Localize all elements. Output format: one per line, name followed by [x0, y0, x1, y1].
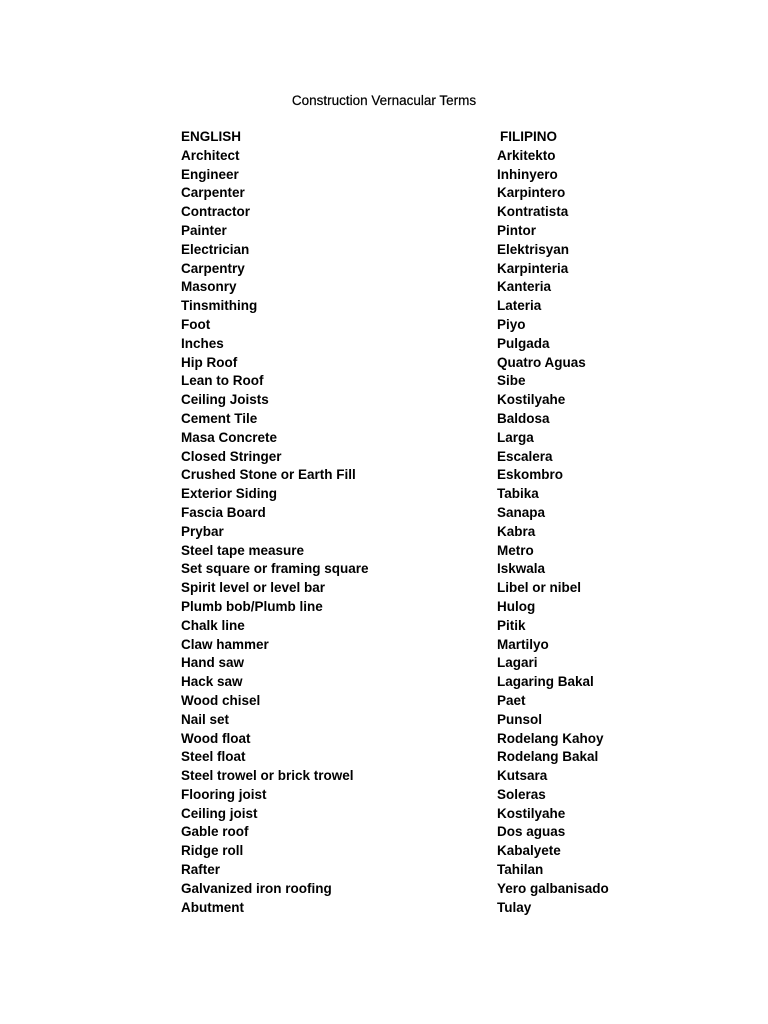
table-row	[181, 748, 601, 767]
term-filipino: Hulog	[497, 598, 536, 614]
term-filipino: Tabika	[497, 486, 539, 502]
term-english: Fascia Board	[181, 504, 266, 520]
table-row	[181, 692, 601, 711]
term-english: Steel trowel or brick trowel	[181, 768, 354, 784]
table-row	[181, 805, 601, 824]
term-filipino: Kontratista	[497, 204, 569, 220]
term-english: Ridge roll	[181, 843, 244, 859]
term-english: Hand saw	[181, 655, 245, 671]
term-filipino: Metro	[497, 542, 534, 558]
term-filipino: Larga	[497, 429, 534, 445]
term-english: Steel tape measure	[181, 542, 305, 558]
table-row	[181, 504, 601, 523]
term-filipino: Punsol	[497, 711, 543, 727]
table-row	[181, 786, 601, 805]
header-english: ENGLISH	[181, 129, 242, 144]
table-row	[181, 636, 601, 655]
header-filipino: FILIPINO	[500, 129, 557, 144]
term-filipino: Rodelang Kahoy	[497, 730, 604, 746]
term-filipino: Lagari	[497, 655, 538, 671]
term-english: Spirit level or level bar	[181, 580, 326, 596]
table-row	[181, 335, 601, 354]
table-row	[181, 654, 601, 673]
table-header-row	[181, 128, 601, 147]
term-english: Set square or framing square	[181, 561, 369, 577]
table-row	[181, 560, 601, 579]
term-english: Tinsmithing	[181, 298, 258, 314]
term-filipino: Soleras	[497, 786, 546, 802]
term-filipino: Sibe	[497, 373, 526, 389]
term-filipino: Lagaring Bakal	[497, 674, 594, 690]
term-english: Plumb bob/Plumb line	[181, 598, 323, 614]
term-english: Nail set	[181, 711, 230, 727]
table-row	[181, 673, 601, 692]
term-english: Prybar	[181, 523, 224, 539]
table-row	[181, 354, 601, 373]
term-filipino: Martilyo	[497, 636, 549, 652]
term-filipino: Eskombro	[497, 467, 564, 483]
term-filipino: Baldosa	[497, 410, 550, 426]
term-english: Gable roof	[181, 824, 249, 840]
term-english: Crushed Stone or Earth Fill	[181, 467, 356, 483]
table-row	[181, 391, 601, 410]
term-filipino: Escalera	[497, 448, 553, 464]
table-row	[181, 222, 601, 241]
table-row	[181, 598, 601, 617]
term-filipino: Quatro Aguas	[497, 354, 586, 370]
table-row	[181, 861, 601, 880]
term-english: Closed Stringer	[181, 448, 282, 464]
terms-rows	[181, 147, 609, 918]
table-row	[181, 429, 601, 448]
table-row	[181, 466, 601, 485]
term-filipino: Dos aguas	[497, 824, 566, 840]
term-filipino: Piyo	[497, 316, 526, 332]
term-filipino: Libel or nibel	[497, 580, 582, 596]
table-row	[181, 842, 601, 861]
term-english: Architect	[181, 147, 240, 163]
term-english: Exterior Siding	[181, 486, 278, 502]
term-filipino: Yero galbanisado	[497, 880, 609, 896]
term-english: Chalk line	[181, 617, 245, 633]
term-english: Abutment	[181, 899, 244, 915]
term-english: Hip Roof	[181, 354, 238, 370]
term-filipino: Tulay	[497, 899, 532, 915]
term-english: Ceiling joist	[181, 805, 258, 821]
table-row	[181, 880, 609, 899]
table-row	[181, 316, 601, 335]
term-filipino: Kutsara	[497, 768, 548, 784]
table-row	[181, 542, 601, 561]
table-row	[181, 184, 601, 203]
term-filipino: Tahilan	[497, 862, 544, 878]
table-row	[181, 767, 601, 786]
term-english: Steel float	[181, 749, 246, 765]
term-filipino: Rodelang Bakal	[497, 749, 599, 765]
term-filipino: Lateria	[497, 298, 542, 314]
term-english: Lean to Roof	[181, 373, 264, 389]
term-filipino: Sanapa	[497, 504, 546, 520]
table-row	[181, 899, 601, 918]
document-title: Construction Vernacular Terms	[291, 93, 477, 108]
term-filipino: Pulgada	[497, 335, 550, 351]
table-row	[181, 260, 601, 279]
table-row	[181, 278, 601, 297]
term-english: Masa Concrete	[181, 429, 278, 445]
table-row	[181, 485, 601, 504]
table-row	[181, 617, 601, 636]
table-row	[181, 147, 601, 166]
term-english: Cement Tile	[181, 410, 258, 426]
table-row	[181, 448, 601, 467]
term-english: Masonry	[181, 279, 237, 295]
term-english: Wood chisel	[181, 692, 261, 708]
term-filipino: Inhinyero	[497, 166, 558, 182]
term-english: Carpentry	[181, 260, 245, 276]
term-english: Foot	[181, 316, 211, 332]
term-filipino: Karpintero	[497, 185, 566, 201]
term-filipino: Elektrisyan	[497, 241, 570, 257]
term-english: Engineer	[181, 166, 239, 182]
term-filipino: Pintor	[497, 222, 536, 238]
term-filipino: Kostilyahe	[497, 805, 566, 821]
term-english: Galvanized iron roofing	[181, 880, 332, 896]
table-row	[181, 579, 601, 598]
term-filipino: Kabra	[497, 523, 536, 539]
term-english: Carpenter	[181, 185, 245, 201]
term-english: Hack saw	[181, 674, 243, 690]
terms-table	[181, 128, 609, 917]
term-english: Flooring joist	[181, 786, 267, 802]
table-row	[181, 203, 601, 222]
table-row	[181, 523, 601, 542]
table-row	[181, 241, 601, 260]
term-filipino: Iskwala	[497, 561, 546, 577]
table-row	[181, 823, 601, 842]
term-filipino: Kostilyahe	[497, 392, 566, 408]
term-english: Inches	[181, 335, 224, 351]
term-english: Ceiling Joists	[181, 392, 269, 408]
term-english: Rafter	[181, 862, 221, 878]
table-row	[181, 166, 601, 185]
term-filipino: Kabalyete	[497, 843, 561, 859]
table-row	[181, 730, 604, 749]
term-filipino: Paet	[497, 692, 526, 708]
term-english: Claw hammer	[181, 636, 269, 652]
term-filipino: Karpinteria	[497, 260, 569, 276]
table-row	[181, 410, 601, 429]
term-filipino: Pitik	[497, 617, 526, 633]
table-row	[181, 297, 601, 316]
table-row	[181, 372, 601, 391]
term-english: Contractor	[181, 204, 251, 220]
term-english: Wood float	[181, 730, 251, 746]
term-english: Electrician	[181, 241, 250, 257]
table-row	[181, 711, 601, 730]
term-filipino: Kanteria	[497, 279, 552, 295]
term-filipino: Arkitekto	[497, 147, 556, 163]
term-english: Painter	[181, 222, 227, 238]
